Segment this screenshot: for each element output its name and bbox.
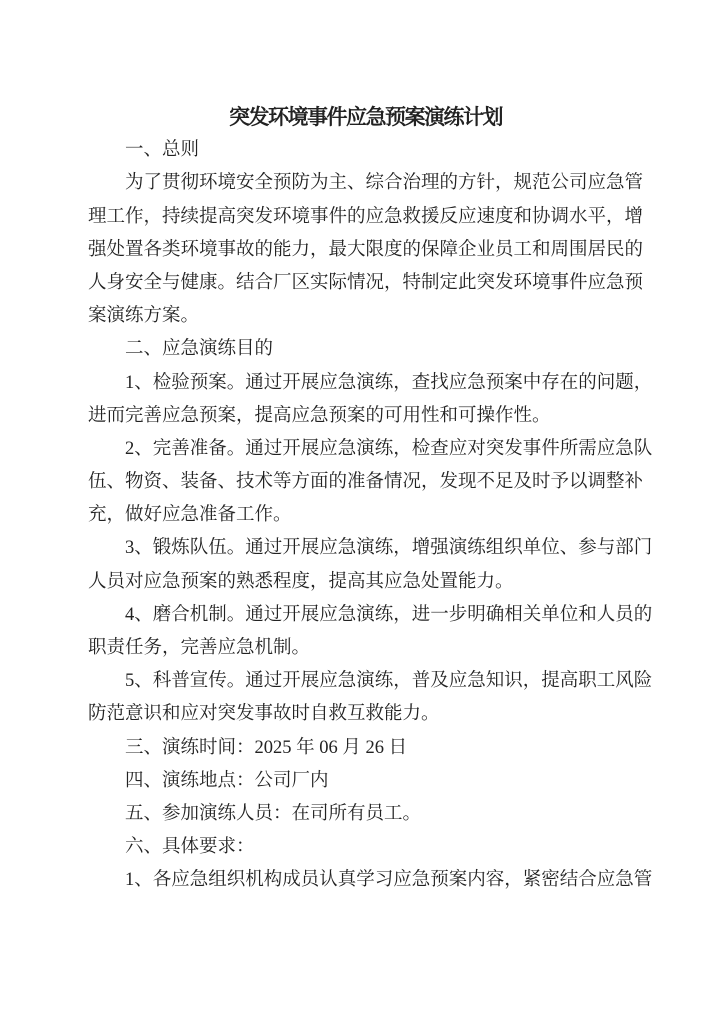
text-line: 四、演练地点：公司厂内	[125, 770, 329, 791]
text-line: 二、应急演练目的	[125, 339, 274, 360]
text-line: 强处置各类环境事故的能力，最大限度的保障企业员工和周围居民的	[88, 239, 644, 260]
text-line: 防范意识和应对突发事故时自救互救能力。	[88, 704, 440, 725]
text-line: 4、磨合机制。通过开展应急演练，进一步明确相关单位和人员的	[125, 604, 653, 625]
text-line: 为了贯彻环境安全预防为主、综合治理的方针，规范公司应急管	[125, 173, 644, 194]
text-line: 5、科普宣传。通过开展应急演练，普及应急知识，提高职工风险	[125, 671, 653, 692]
document-title: 突发环境事件应急预案演练计划	[229, 105, 502, 129]
text-line: 五、参加演练人员：在司所有员工。	[125, 803, 422, 824]
text-line: 一、总则	[125, 140, 200, 161]
text-line: 3、锻炼队伍。通过开展应急演练，增强演练组织单位、参与部门	[125, 538, 653, 559]
text-line: 充，做好应急准备工作。	[88, 505, 292, 526]
text-line: 案演练方案。	[88, 306, 200, 327]
text-line: 2、完善准备。通过开展应急演练，检查应对突发事件所需应急队	[125, 438, 653, 459]
text-line: 人员对应急预案的熟悉程度，提高其应急处置能力。	[88, 571, 514, 592]
text-line: 三、演练时间：2025 年 06 月 26 日	[125, 737, 408, 758]
text-line: 六、具体要求：	[125, 837, 255, 858]
text-line: 职责任务，完善应急机制。	[88, 638, 311, 658]
text-line: 进而完善应急预案，提高应急预案的可用性和可操作性。	[88, 405, 551, 426]
text-line: 人身安全与健康。结合厂区实际情况，特制定此突发环境事件应急预	[88, 272, 644, 293]
text-line: 理工作，持续提高突发环境事件的应急救援反应速度和协调水平，增	[88, 206, 644, 227]
text-line: 伍、物资、装备、技术等方面的准备情况，发现不足及时予以调整补	[88, 472, 644, 493]
document-body	[88, 134, 653, 897]
text-line: 1、检验预案。通过开展应急演练，查找应急预案中存在的问题，	[125, 372, 653, 393]
text-line: 1、各应急组织机构成员认真学习应急预案内容，紧密结合应急管	[125, 870, 653, 891]
